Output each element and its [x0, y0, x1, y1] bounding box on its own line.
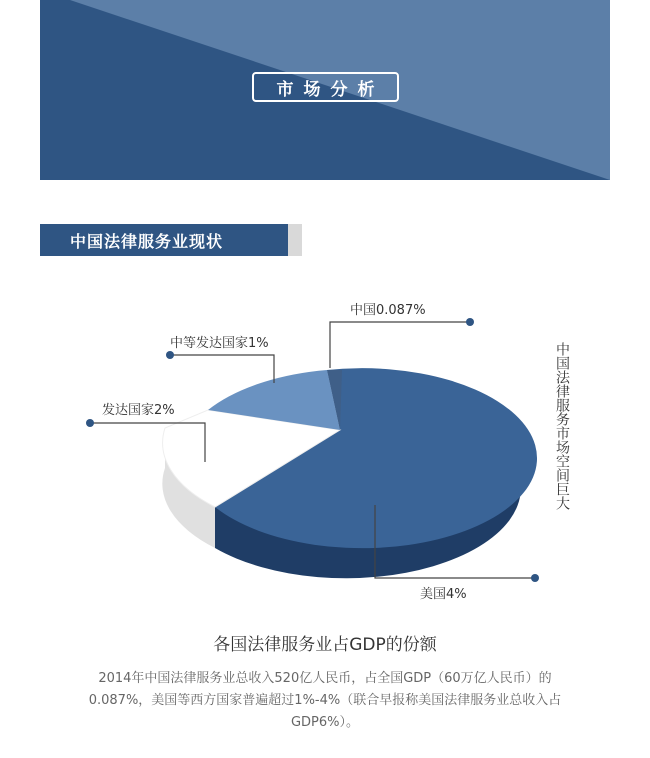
section-title: 中国法律服务业现状 — [40, 224, 288, 256]
label-mid: 中等发达国家1% — [170, 336, 269, 351]
dot-usa — [531, 574, 539, 582]
label-developed: 发达国家2% — [102, 403, 175, 418]
side-note: 中国法律服务市场空间巨大 — [554, 342, 570, 510]
leader-china — [330, 322, 470, 368]
dot-mid — [166, 351, 174, 359]
dot-developed — [86, 419, 94, 427]
leader-mid — [170, 355, 274, 383]
chart-caption: 各国法律服务业占GDP的份额 — [213, 635, 437, 655]
label-usa: 美国4% — [420, 587, 467, 602]
page-title: 市场分析 — [252, 72, 399, 102]
dot-china — [466, 318, 474, 326]
section-title-accent — [288, 224, 302, 256]
chart-description: 2014年中国法律服务业总收入520亿人民币，占全国GDP（60万亿人民币）的0.087%，美国等西方国家普遍超过1%-4%（联合早报称美国法律服务业总收入占GDP6%）。 — [88, 671, 562, 730]
label-china: 中国0.087% — [350, 303, 426, 318]
